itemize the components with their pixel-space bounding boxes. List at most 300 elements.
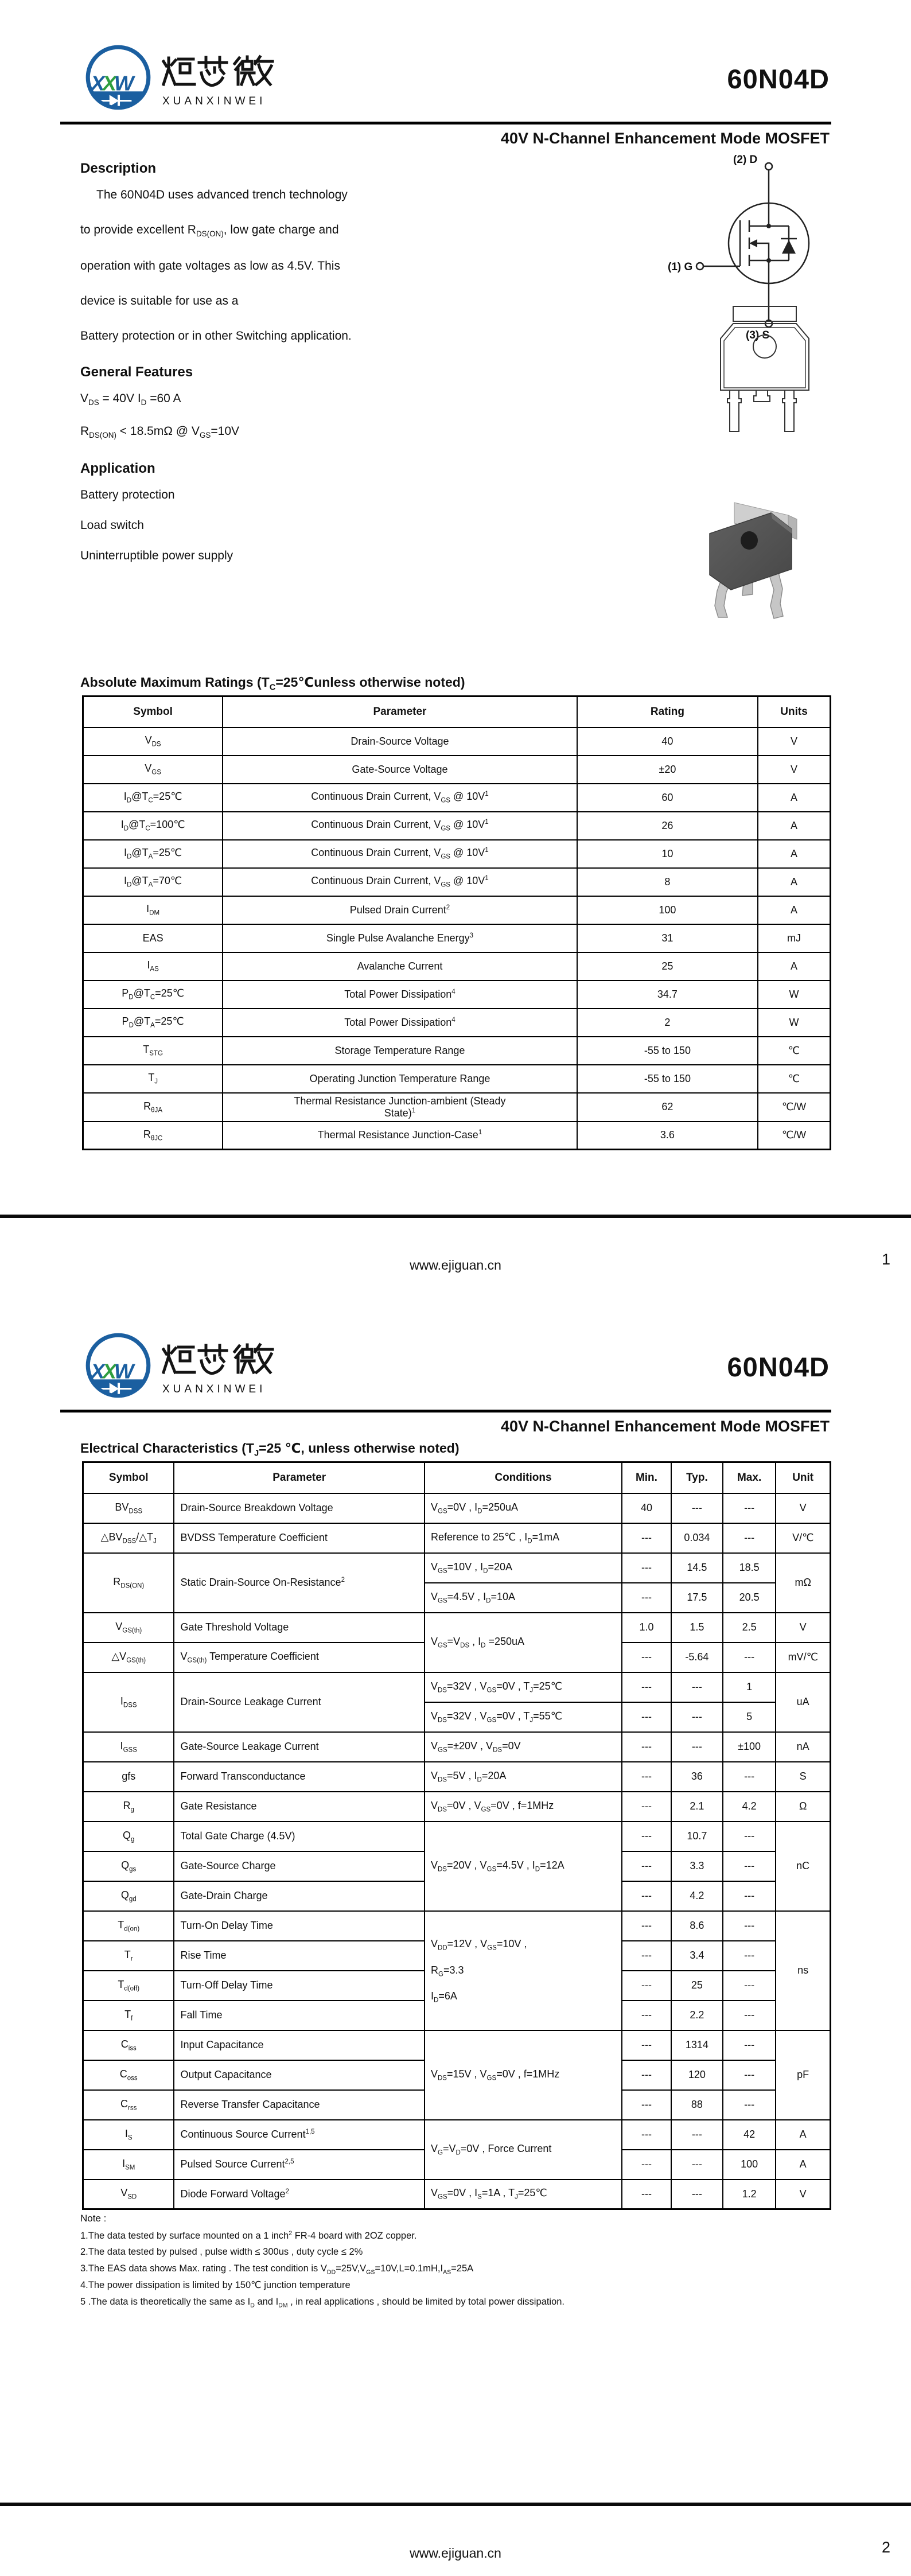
table-cell: --- <box>671 2180 723 2209</box>
table-cell: 8.6 <box>671 1911 723 1941</box>
company-logo <box>80 41 156 117</box>
table-cell: Turn-Off Delay Time <box>174 1971 425 2001</box>
table-cell: mJ <box>758 924 830 952</box>
table-cell: $V_{GS(th)}$ <box>83 1613 174 1643</box>
table-cell: Reference to 25℃ , $I_D=1mA$ <box>425 1523 622 1553</box>
table-row <box>83 1553 831 1583</box>
table-cell: A <box>776 2120 830 2150</box>
abs-max-table <box>82 695 831 1150</box>
table-cell: $I_D@T_A=70℃$ <box>83 868 223 896</box>
table-cell: Avalanche Current <box>223 952 577 980</box>
table-cell: A <box>758 840 830 868</box>
page-title: 40V N-Channel Enhancement Mode MOSFET <box>500 1418 830 1435</box>
table-row <box>83 952 831 980</box>
table-row <box>83 868 831 896</box>
table-header-row <box>83 696 831 727</box>
table-row <box>83 1009 831 1037</box>
table-cell: --- <box>622 2180 671 2209</box>
column-header: Parameter <box>223 696 577 727</box>
table-cell: --- <box>671 2120 723 2150</box>
table-cell: $V_{GS(th)}$ Temperature Coefficient <box>174 1643 425 1672</box>
table-cell: $I_D@T_C=100℃$ <box>83 812 223 840</box>
notes-section <box>80 2213 838 2310</box>
table-row <box>83 756 831 784</box>
table-cell: Reverse Transfer Capacitance <box>174 2090 425 2120</box>
description-line: to provide excellent $R_{DS(ON)}$, low gate charge and <box>80 223 339 239</box>
application-heading: Application <box>80 460 155 476</box>
table-row <box>83 1037 831 1065</box>
description-line: device is suitable for use as a <box>80 294 239 308</box>
table-cell: --- <box>622 1732 671 1762</box>
column-header: Typ. <box>671 1462 723 1493</box>
table-cell: ℃ <box>758 1065 830 1093</box>
table-cell: $V_{GS}=10V$ , $I_D=20A$ <box>425 1553 622 1583</box>
note-item: 3.The EAS data shows Max. rating . The test condition is $V_{DD}=25V,V_{GS}=10V,L=0.1mH,I_{AS}=25A$ <box>80 2263 474 2276</box>
table-row <box>83 2180 831 2209</box>
package-photo-figure <box>701 493 810 637</box>
table-cell: Continuous Source Current$^{1,5}$ <box>174 2120 425 2150</box>
table-header-row <box>83 1462 831 1493</box>
table-cell: Diode Forward Voltage$^2$ <box>174 2180 425 2209</box>
column-header: Min. <box>622 1462 671 1493</box>
table-row <box>83 896 831 924</box>
table-cell: --- <box>622 1792 671 1822</box>
table-cell: 5 <box>723 1702 776 1732</box>
table-cell: $I_{DM}$ <box>83 896 223 924</box>
table-cell: Total Gate Charge (4.5V) <box>174 1822 425 1851</box>
note-item: 5 .The data is theoretically the same as $I_D$ and $I_{DM}$ , in real applications , should be limited by total power dissipation. <box>80 2296 565 2309</box>
table-row <box>83 1523 831 1553</box>
table-row <box>83 924 831 952</box>
column-header: Parameter <box>174 1462 425 1493</box>
table-cell: 18.5 <box>723 1553 776 1583</box>
table-cell: $BV_{DSS}$ <box>83 1493 174 1523</box>
logo-chinese-text <box>161 54 282 90</box>
table-cell: 100 <box>723 2150 776 2180</box>
table-cell: Operating Junction Temperature Range <box>223 1065 577 1093</box>
table-cell: --- <box>723 1911 776 1941</box>
table-cell: --- <box>622 1881 671 1911</box>
table-cell: Single Pulse Avalanche Energy$^3$ <box>223 924 577 952</box>
table-cell: --- <box>723 1851 776 1881</box>
table-cell: A <box>758 812 830 840</box>
table-cell: $T_f$ <box>83 2001 174 2030</box>
table-cell: $Q_{gs}$ <box>83 1851 174 1881</box>
table-cell: Drain-Source Voltage <box>223 727 577 756</box>
table-cell: $V_G=V_D=0V$ , Force Current <box>425 2120 622 2180</box>
table-cell: --- <box>622 1971 671 2001</box>
table-cell: --- <box>622 1702 671 1732</box>
table-cell: $R_{\theta JC}$ <box>83 1122 223 1150</box>
table-cell: $R_{\theta JA}$ <box>83 1093 223 1122</box>
table-cell: Drain-Source Leakage Current <box>174 1672 425 1732</box>
table-row <box>83 812 831 840</box>
table-cell: --- <box>622 2060 671 2090</box>
table-row <box>83 840 831 868</box>
table-cell: Ω <box>776 1792 830 1822</box>
table-cell: A <box>776 2150 830 2180</box>
table-cell: Rise Time <box>174 1941 425 1971</box>
table-cell: BVDSS Temperature Coefficient <box>174 1523 425 1553</box>
table-cell: $Q_{gd}$ <box>83 1881 174 1911</box>
table-cell: --- <box>723 2090 776 2120</box>
description-line: Battery protection or in other Switching application. <box>80 329 352 343</box>
table-cell: --- <box>723 2001 776 2030</box>
table-cell: $C_{iss}$ <box>83 2030 174 2060</box>
table-cell: -55 to 150 <box>577 1037 758 1065</box>
table-cell: pF <box>776 2030 830 2120</box>
table-cell: Continuous Drain Current, $V_{GS}$ @ $10V^1$ <box>223 784 577 812</box>
table-cell: 120 <box>671 2060 723 2090</box>
application-item: Uninterruptible power supply <box>80 548 233 562</box>
table-cell: $T_r$ <box>83 1941 174 1971</box>
table-cell: $P_D@T_C=25℃$ <box>83 980 223 1009</box>
table-cell: Static Drain-Source On-Resistance$^2$ <box>174 1553 425 1613</box>
table-cell: Pulsed Source Current$^{2,5}$ <box>174 2150 425 2180</box>
footer-website: www.ejiguan.cn <box>410 1258 501 1273</box>
table-cell: 3.4 <box>671 1941 723 1971</box>
table-cell: V/℃ <box>776 1523 830 1553</box>
table-cell: $I_{GSS}$ <box>83 1732 174 1762</box>
table-cell: 4.2 <box>671 1881 723 1911</box>
table-cell: --- <box>622 1941 671 1971</box>
column-header: Conditions <box>425 1462 622 1493</box>
table-cell: Continuous Drain Current, $V_{GS}$ @ $10V^1$ <box>223 812 577 840</box>
table-cell: $R_g$ <box>83 1792 174 1822</box>
table-cell: Gate-Drain Charge <box>174 1881 425 1911</box>
page-2 <box>0 1288 911 2576</box>
part-number: 60N04D <box>727 1352 830 1382</box>
pin-label-source: (3) S <box>746 329 770 341</box>
table-cell: $\triangle BV_{DSS}/\triangle T_J$ <box>83 1523 174 1553</box>
note-item: 2.The data tested by pulsed , pulse width ≤ 300us , duty cycle ≤ 2% <box>80 2247 363 2258</box>
table-cell: 17.5 <box>671 1583 723 1613</box>
table-cell: 10.7 <box>671 1822 723 1851</box>
table-cell: $R_{DS(ON)}$ <box>83 1553 174 1613</box>
general-features-heading: General Features <box>80 364 193 380</box>
table-cell: V <box>758 727 830 756</box>
table-cell: --- <box>723 1643 776 1672</box>
header-rule <box>60 122 831 124</box>
abs-max-heading: Absolute Maximum Ratings ($T_C=25℃unless$ otherwise noted) <box>80 675 465 692</box>
table-cell: 100 <box>577 896 758 924</box>
table-cell: 1.5 <box>671 1613 723 1643</box>
column-header: Max. <box>723 1462 776 1493</box>
table-cell: $C_{rss}$ <box>83 2090 174 2120</box>
table-cell: --- <box>622 2030 671 2060</box>
logo-chinese-text <box>161 1342 282 1378</box>
table-cell: --- <box>671 1672 723 1702</box>
table-cell: 36 <box>671 1762 723 1792</box>
table-cell: EAS <box>83 924 223 952</box>
application-item: Load switch <box>80 518 144 532</box>
table-cell: Continuous Drain Current, $V_{GS}$ @ $10V^1$ <box>223 868 577 896</box>
table-cell: 1314 <box>671 2030 723 2060</box>
table-cell: 8 <box>577 868 758 896</box>
company-logo <box>80 1329 156 1405</box>
table-cell: $V_{DS}=32V$ , $V_{GS}=0V$ , $T_J=25℃$ <box>425 1672 622 1702</box>
body-diode <box>782 240 796 254</box>
application-item: Battery protection <box>80 488 175 501</box>
header-rule <box>60 1410 831 1412</box>
table-cell: 42 <box>723 2120 776 2150</box>
table-cell: --- <box>622 2150 671 2180</box>
pin-label-drain: (2) D <box>733 154 758 166</box>
footer-website: www.ejiguan.cn <box>410 2546 501 2561</box>
logo-monogram: XXW <box>91 71 132 95</box>
table-cell: S <box>776 1762 830 1792</box>
description-heading: Description <box>80 161 157 176</box>
table-cell: $T_{d(on)}$ <box>83 1911 174 1941</box>
logo-latin-text: XUANXINWEI <box>162 95 266 107</box>
table-cell: 4.2 <box>723 1792 776 1822</box>
table-cell: Fall Time <box>174 2001 425 2030</box>
table-cell: --- <box>723 2060 776 2090</box>
logo-latin-text: XUANXINWEI <box>162 1383 266 1395</box>
table-row <box>83 980 831 1009</box>
table-cell: $V_{GS}=4.5V$ , $I_D=10A$ <box>425 1583 622 1613</box>
column-header: Rating <box>577 696 758 727</box>
feature-line: $R_{DS(ON)} < 18.5m\Omega$ @ $V_{GS}=10V$ <box>80 425 240 440</box>
table-cell: 2.5 <box>723 1613 776 1643</box>
table-cell: V <box>776 1493 830 1523</box>
table-cell: ±100 <box>723 1732 776 1762</box>
table-cell: Total Power Dissipation$^4$ <box>223 980 577 1009</box>
table-row <box>83 1093 831 1122</box>
table-cell: V <box>776 1613 830 1643</box>
table-row <box>83 1065 831 1093</box>
elec-char-table <box>82 1461 831 2210</box>
table-cell: --- <box>622 2120 671 2150</box>
table-cell: --- <box>723 2030 776 2060</box>
table-cell: A <box>758 952 830 980</box>
table-cell: nA <box>776 1732 830 1762</box>
table-cell: A <box>758 868 830 896</box>
table-cell: ℃ <box>758 1037 830 1065</box>
part-number: 60N04D <box>727 64 830 94</box>
table-cell: --- <box>671 1732 723 1762</box>
table-cell: 2.1 <box>671 1792 723 1822</box>
mosfet-arrow <box>749 239 757 247</box>
page-number: 1 <box>881 1251 890 1268</box>
table-cell: --- <box>622 1553 671 1583</box>
table-cell: $V_{DD}=12V$ , $V_{GS}=10V$ , $R_G=3.3$ $I_D=6A$ <box>425 1911 622 2030</box>
table-cell: gfs <box>83 1762 174 1792</box>
table-cell: --- <box>622 2001 671 2030</box>
column-header: Symbol <box>83 696 223 727</box>
elec-char-heading: Electrical Characteristics ($T_J=25$ ℃, unless otherwise noted) <box>80 1441 460 1458</box>
table-cell: 60 <box>577 784 758 812</box>
table-row <box>83 1672 831 1702</box>
table-cell: 14.5 <box>671 1553 723 1583</box>
table-row <box>83 1122 831 1150</box>
table-cell: Drain-Source Breakdown Voltage <box>174 1493 425 1523</box>
table-cell: Gate-Source Leakage Current <box>174 1732 425 1762</box>
column-header: Symbol <box>83 1462 174 1493</box>
table-cell: Input Capacitance <box>174 2030 425 2060</box>
table-cell: Gate-Source Voltage <box>223 756 577 784</box>
table-cell: Gate Threshold Voltage <box>174 1613 425 1643</box>
table-cell: Total Power Dissipation$^4$ <box>223 1009 577 1037</box>
table-cell: $V_{SD}$ <box>83 2180 174 2209</box>
table-cell: $I_{AS}$ <box>83 952 223 980</box>
table-cell: --- <box>671 2150 723 2180</box>
table-cell: Thermal Resistance Junction-Case$^1$ <box>223 1122 577 1150</box>
table-cell: 3.6 <box>577 1122 758 1150</box>
table-cell: ns <box>776 1911 830 2030</box>
table-cell: Pulsed Drain Current$^2$ <box>223 896 577 924</box>
pin-label-gate: (1) G <box>668 261 693 273</box>
table-cell: $Q_g$ <box>83 1822 174 1851</box>
description-line: The 60N04D uses advanced trench technology <box>96 188 348 201</box>
notes-heading: Note : <box>80 2213 107 2224</box>
table-cell: A <box>758 784 830 812</box>
table-cell: $V_{DS}=32V$ , $V_{GS}=0V$ , $T_J=55℃$ <box>425 1702 622 1732</box>
column-header: Units <box>758 696 830 727</box>
table-row <box>83 784 831 812</box>
table-cell: 2 <box>577 1009 758 1037</box>
table-cell: $C_{oss}$ <box>83 2060 174 2090</box>
table-row <box>83 1792 831 1822</box>
table-cell: ℃/W <box>758 1093 830 1122</box>
table-cell: $V_{GS}$ <box>83 756 223 784</box>
table-row <box>83 1762 831 1792</box>
table-cell: A <box>758 896 830 924</box>
table-cell: --- <box>622 1523 671 1553</box>
table-cell: 0.034 <box>671 1523 723 1553</box>
note-item: 1.The data tested by surface mounted on a 1 inch$^2$ FR-4 board with 2OZ copper. <box>80 2229 417 2241</box>
table-cell: $I_D@T_A=25℃$ <box>83 840 223 868</box>
table-cell: -55 to 150 <box>577 1065 758 1093</box>
intro-column <box>80 161 545 579</box>
table-cell: --- <box>671 1493 723 1523</box>
table-cell: 1 <box>723 1672 776 1702</box>
table-cell: --- <box>622 1643 671 1672</box>
table-cell: mV/℃ <box>776 1643 830 1672</box>
table-row <box>83 727 831 756</box>
table-cell: ℃/W <box>758 1122 830 1150</box>
table-cell: Storage Temperature Range <box>223 1037 577 1065</box>
table-cell: --- <box>622 1851 671 1881</box>
table-cell: $T_{STG}$ <box>83 1037 223 1065</box>
table-cell: 40 <box>622 1493 671 1523</box>
table-cell: Forward Transconductance <box>174 1762 425 1792</box>
table-cell: 1.0 <box>622 1613 671 1643</box>
table-cell: $I_S$ <box>83 2120 174 2150</box>
table-cell: --- <box>622 1822 671 1851</box>
table-cell: --- <box>622 1762 671 1792</box>
table-row <box>83 1911 831 1941</box>
table-cell: $T_J$ <box>83 1065 223 1093</box>
table-cell: 62 <box>577 1093 758 1122</box>
footer-rule <box>0 1215 911 1218</box>
table-row <box>83 1613 831 1643</box>
table-cell: $V_{DS}=15V$ , $V_{GS}=0V$ , f=1MHz <box>425 2030 622 2120</box>
table-cell: Gate-Source Charge <box>174 1851 425 1881</box>
column-header: Unit <box>776 1462 830 1493</box>
table-cell: 26 <box>577 812 758 840</box>
table-cell: $V_{DS}=0V$ , $V_{GS}=0V$ , f=1MHz <box>425 1792 622 1822</box>
feature-line: $V_{DS} = 40V$ $I_D =60$ A <box>80 392 181 407</box>
table-cell: V <box>758 756 830 784</box>
table-cell: $I_{SM}$ <box>83 2150 174 2180</box>
note-item: 4.The power dissipation is limited by 150℃ junction temperature <box>80 2280 351 2291</box>
table-cell: V <box>776 2180 830 2209</box>
page-number: 2 <box>881 2539 890 2556</box>
table-cell: --- <box>622 1672 671 1702</box>
table-cell: --- <box>723 1881 776 1911</box>
table-row <box>83 1822 831 1851</box>
table-cell: Output Capacitance <box>174 2060 425 2090</box>
table-cell: 25 <box>577 952 758 980</box>
table-cell: --- <box>622 1911 671 1941</box>
table-cell: --- <box>723 1762 776 1792</box>
table-cell: 31 <box>577 924 758 952</box>
description-line: operation with gate voltages as low as 4.5V. This <box>80 259 340 273</box>
table-cell: 40 <box>577 727 758 756</box>
table-cell: --- <box>723 1493 776 1523</box>
footer-rule <box>0 2503 911 2506</box>
table-cell: W <box>758 980 830 1009</box>
package-outline-figure <box>716 304 813 439</box>
table-cell: 88 <box>671 2090 723 2120</box>
table-row <box>83 1493 831 1523</box>
table-cell: nC <box>776 1822 830 1911</box>
table-cell: 2.2 <box>671 2001 723 2030</box>
table-cell: Continuous Drain Current, $V_{GS}$ @ $10V^1$ <box>223 840 577 868</box>
table-cell: -5.64 <box>671 1643 723 1672</box>
table-cell: 1.2 <box>723 2180 776 2209</box>
table-cell: $T_{d(off)}$ <box>83 1971 174 2001</box>
table-cell: --- <box>671 1702 723 1732</box>
table-cell: 3.3 <box>671 1851 723 1881</box>
table-cell: Gate Resistance <box>174 1792 425 1822</box>
table-cell: 20.5 <box>723 1583 776 1613</box>
table-cell: 34.7 <box>577 980 758 1009</box>
page-title: 40V N-Channel Enhancement Mode MOSFET <box>500 130 830 147</box>
table-cell: --- <box>723 1822 776 1851</box>
table-cell: $V_{GS}=0V$ , $I_D=250uA$ <box>425 1493 622 1523</box>
table-cell: $\triangle V_{GS(th)}$ <box>83 1643 174 1672</box>
table-cell: W <box>758 1009 830 1037</box>
table-row <box>83 2030 831 2060</box>
table-cell: 25 <box>671 1971 723 2001</box>
table-cell: --- <box>723 1941 776 1971</box>
table-cell: --- <box>723 1523 776 1553</box>
table-cell: $V_{DS}=5V$ , $I_D=20A$ <box>425 1762 622 1792</box>
table-cell: $P_D@T_A=25℃$ <box>83 1009 223 1037</box>
table-cell: $V_{DS}=20V$ , $V_{GS}=4.5V$ , $I_D=12A$ <box>425 1822 622 1911</box>
table-cell: $I_D@T_C=25℃$ <box>83 784 223 812</box>
table-cell: --- <box>723 1971 776 2001</box>
table-row <box>83 2120 831 2150</box>
table-cell: $V_{GS}=V_{DS}$ , $I_D =250uA$ <box>425 1613 622 1672</box>
table-cell: $I_{DSS}$ <box>83 1672 174 1732</box>
table-cell: $V_{DS}$ <box>83 727 223 756</box>
table-row <box>83 1732 831 1762</box>
table-cell: $V_{GS}=\pm 20V$ , $V_{DS}=0V$ <box>425 1732 622 1762</box>
table-cell: --- <box>622 2090 671 2120</box>
table-cell: uA <box>776 1672 830 1732</box>
logo-monogram: XXW <box>91 1359 132 1383</box>
table-cell: ±20 <box>577 756 758 784</box>
table-cell: --- <box>622 1583 671 1613</box>
table-cell: $V_{GS}=0V$ , $I_S=1A$ , $T_J=25℃$ <box>425 2180 622 2209</box>
table-cell: Turn-On Delay Time <box>174 1911 425 1941</box>
table-cell: Thermal Resistance Junction-ambient (Steady State)$^1$ <box>223 1093 577 1122</box>
table-cell: 10 <box>577 840 758 868</box>
table-cell: mΩ <box>776 1553 830 1613</box>
